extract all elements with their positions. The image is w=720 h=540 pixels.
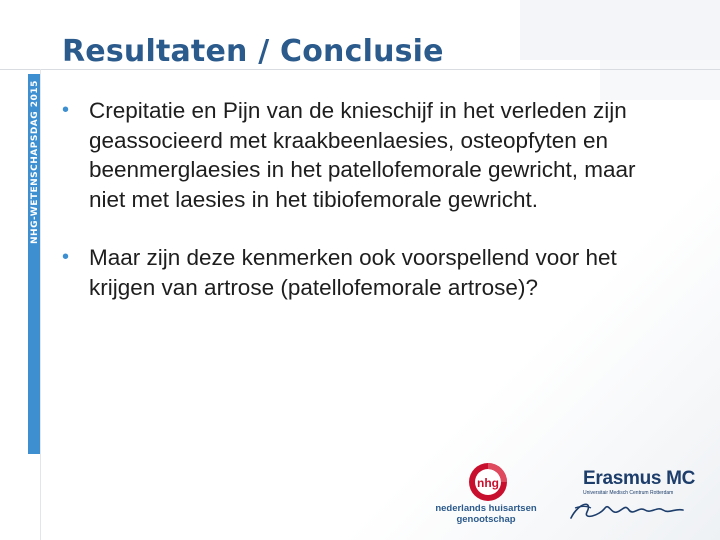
nhg-mark-text: nhg [477,476,499,490]
nhg-line-1: nederlands huisartsen [435,503,537,514]
bullet-list [62,96,672,302]
bullet-item [62,96,672,214]
divider-line [0,69,720,70]
erasmus-subtitle: Universitair Medisch Centrum Rotterdam [583,490,674,496]
bullet-icon: • [62,246,70,268]
nhg-logo [430,462,545,526]
bullet-text: Maar zijn deze kenmerken ook voorspellend voor het krijgen van artrose (patellofemorale artrose)? [89,245,617,300]
nhg-logo-icon [468,462,508,502]
erasmus-name: Erasmus MC [583,468,696,489]
decor-square [600,60,720,100]
decor-square [520,0,720,60]
erasmus-mc-logo [565,468,695,528]
nhg-logo-text [430,503,542,525]
erasmus-signature-icon [565,494,695,524]
bullet-text: Crepitatie en Pijn van de knieschijf in het verleden zijn geassocieerd met kraakbeenlaesies, osteopfyten en beenmerglaesies in het patellofemorale gewricht, maar niet met laesies in het tibiofemorale gewricht. [89,98,636,212]
bullet-icon: • [62,99,70,121]
side-label: NHG-WETENSCHAPSDAG 2015 [30,80,40,244]
bullet-item [62,243,672,302]
nhg-line-2: genootschap [456,514,516,525]
slide-title: Resultaten / Conclusie [62,34,444,69]
